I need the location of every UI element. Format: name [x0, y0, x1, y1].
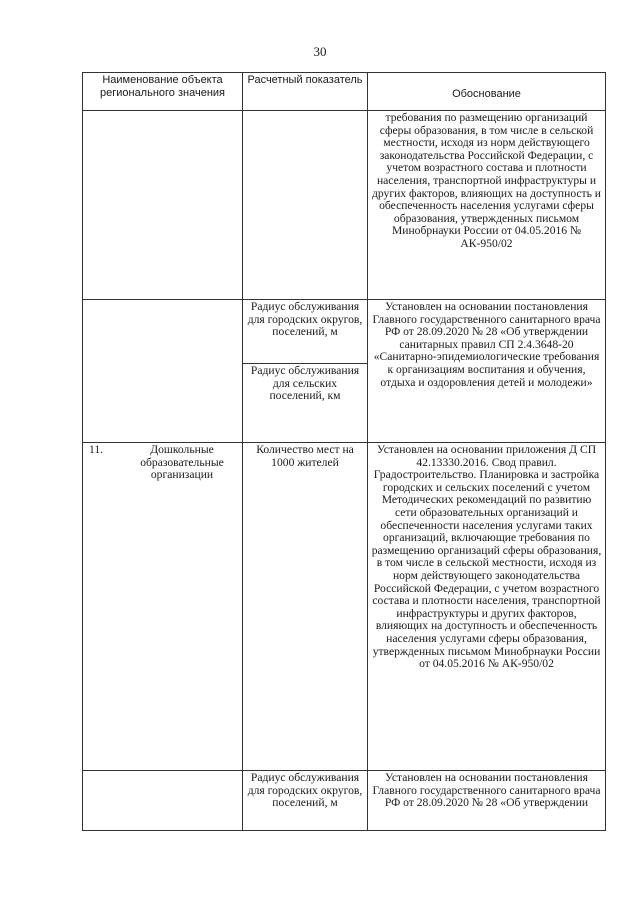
table-row — [83, 771, 606, 831]
page-number: 30 — [313, 44, 327, 59]
indicator-cell: Радиус обслуживания для сельских поселений, км — [243, 364, 368, 443]
table-header-row — [83, 73, 606, 111]
object-name: Дошкольные образовательные организации — [140, 443, 224, 482]
object-cell-empty — [83, 771, 243, 831]
table-row — [83, 443, 606, 771]
object-number: 11. — [89, 443, 104, 456]
basis-cell: требования по размещению организаций сферы образования, в том числе в сельской местности, исходя из норм действующего законодательства Российской Федерации, с учетом возрастного состава и плотности населения, транспортной инфраструктуры и других факторов, влияющих на доступность и обеспеченность населения услугами сферы образования, утвержденных письмом Минобрнауки России от 04.05.2016 № АК-950/02 — [368, 111, 606, 300]
indicator-cell: Количество мест на 1000 жителей — [243, 443, 368, 771]
object-cell-empty — [83, 300, 243, 443]
object-cell — [83, 443, 243, 771]
regional-objects-table — [82, 72, 606, 831]
basis-cell: Установлен на основании приложения Д СП 42.13330.2016. Свод правил. Градостроительство. Планировка и застройка городских и сельских поселений с учетом Методических рекомендаций по развитию сети образовательных организаций и обеспеченности населения услугами таких организаций, включающие требования по размещению организаций сферы образования, в том числе в сельской местности, исходя из норм действующего законодательства Российской Федерации, с учетом возрастного состава и плотности населения, транспортной инфраструктуры и других факторов, влияющих на доступность и обеспеченность населения услугами сферы образования, утвержденных письмом Минобрнауки России от 04.05.2016 № АК-950/02 — [368, 443, 606, 771]
indicator-cell: Радиус обслуживания для городских округов, поселений, м — [243, 300, 368, 364]
table-row — [83, 300, 606, 364]
basis-cell: Установлен на основании постановления Главного государственного санитарного врача РФ от 28.09.2020 № 28 «Об утверждении санитарных правил СП 2.4.3648-20 «Санитарно-эпидемиологические требования к организациям воспитания и обучения, отдыха и оздоровления детей и молодежи» — [368, 300, 606, 443]
header-object-name: Наименование объекта регионального значения — [83, 73, 243, 111]
table-row — [83, 111, 606, 300]
header-basis: Обоснование — [368, 73, 606, 111]
indicator-cell-empty — [243, 111, 368, 300]
object-cell-empty — [83, 111, 243, 300]
header-indicator: Расчетный показатель — [243, 73, 368, 111]
basis-cell: Установлен на основании постановления Главного государственного санитарного врача РФ от 28.09.2020 № 28 «Об утверждении — [368, 771, 606, 831]
indicator-cell: Радиус обслуживания для городских округов, поселений, м — [243, 771, 368, 831]
